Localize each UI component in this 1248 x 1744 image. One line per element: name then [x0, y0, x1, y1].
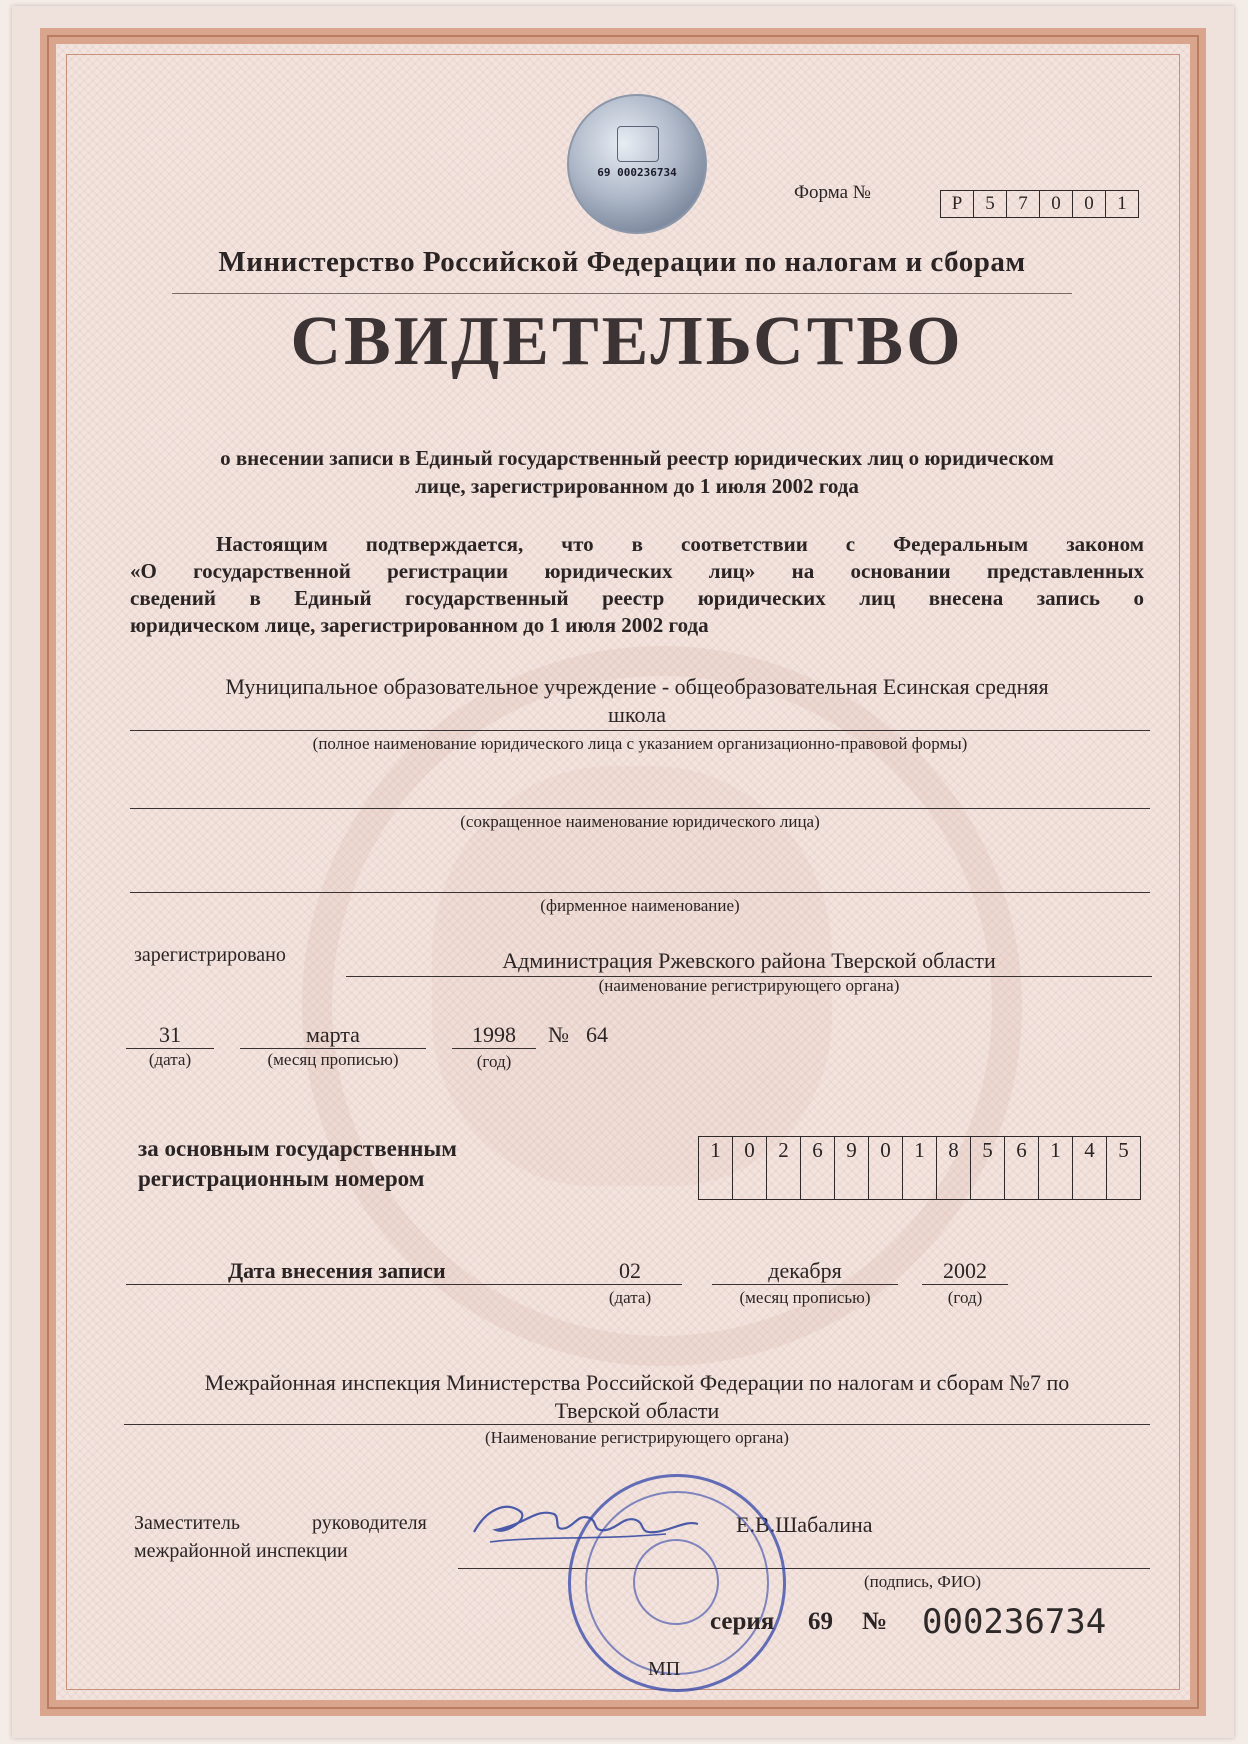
ogrn-label-line-1: за основным государственным [138, 1136, 457, 1161]
signature-caption: (подпись, ФИО) [864, 1572, 982, 1591]
series-number: 000236734 [922, 1602, 1107, 1642]
intro-line-4: юридическом лице, зарегистрированном до 1 июля 2002 года [130, 613, 709, 637]
form-code-box-4: 0 [1040, 191, 1073, 217]
signatory-role-word-1: Заместитель [134, 1512, 240, 1534]
short-name-caption: (сокращенное наименование юридического лица) [460, 812, 820, 831]
entity-full-name-line-1: Муниципальное образовательное учреждение - общеобразовательная Есинская средняя [225, 674, 1049, 699]
form-code-box-2: 5 [974, 191, 1007, 217]
record-year: 2002 [943, 1258, 987, 1283]
hologram-seal [567, 94, 707, 234]
ogrn-digit-box-12: 4 [1073, 1137, 1107, 1199]
intro-line-1: Настоящим подтверждается, что в соответствии с Федеральным законом [216, 532, 1144, 556]
ogrn-digit-box-6: 0 [869, 1137, 903, 1199]
registered-label: зарегистрировано [134, 944, 286, 966]
registration-day-caption: (дата) [148, 1050, 192, 1069]
entity-full-name-line-2: школа [608, 702, 666, 727]
record-month-caption: (месяц прописью) [739, 1288, 871, 1307]
record-month: декабря [768, 1258, 842, 1283]
inspection-caption: (Наименование регистрирующего органа) [485, 1428, 789, 1447]
emblem-icon [617, 126, 659, 162]
record-year-caption: (год) [947, 1288, 983, 1307]
stamp-place-label: МП [648, 1658, 681, 1680]
form-code-boxes [940, 190, 1139, 218]
ogrn-digit-box-2: 0 [733, 1137, 767, 1199]
ogrn-digit-box-7: 1 [903, 1137, 937, 1199]
ogrn-label-line-2: регистрационным номером [138, 1166, 425, 1191]
ogrn-digit-box-11: 1 [1039, 1137, 1073, 1199]
ogrn-digit-box-13: 5 [1118, 1138, 1129, 1162]
signatory-role-line-2: межрайонной инспекции [134, 1540, 348, 1562]
registration-month: марта [306, 1022, 360, 1047]
series-label: серия [710, 1608, 775, 1635]
ogrn-digit-box-4: 6 [801, 1137, 835, 1199]
record-day-caption: (дата) [608, 1288, 652, 1307]
record-day: 02 [619, 1258, 641, 1283]
inspection-line-1: Межрайонная инспекция Министерства Российской Федерации по налогам и сборам №7 по [204, 1370, 1070, 1395]
document-title: СВИДЕТЕЛЬСТВО [290, 303, 964, 380]
record-date-label: Дата внесения записи [228, 1258, 446, 1283]
subtitle-line-1: о внесении записи в Единый государственный реестр юридических лиц о юридическом [220, 446, 1054, 470]
certificate-sheet [12, 6, 1234, 1738]
ministry-name: Министерство Российской Федерации по налогам и сборам [218, 246, 1026, 278]
form-code-box-6: 1 [1117, 193, 1127, 214]
registering-authority-caption: (наименование регистрирующего органа) [598, 976, 900, 995]
ogrn-digit-box-5: 9 [835, 1137, 869, 1199]
intro-line-3: сведений в Единый государственный реестр юридических лиц внесена запись о [130, 586, 1144, 610]
ogrn-digit-boxes [698, 1136, 1141, 1200]
ogrn-digit-box-8: 8 [937, 1137, 971, 1199]
signatory-name: Е.В.Шабалина [736, 1512, 873, 1537]
registration-year-caption: (год) [476, 1052, 512, 1071]
ogrn-digit-box-10: 6 [1005, 1137, 1039, 1199]
registration-number-label: № [548, 1022, 569, 1047]
subtitle-line-2: лице, зарегистрированном до 1 июля 2002 года [415, 474, 859, 498]
form-code-box-3: 7 [1007, 191, 1040, 217]
series-value: 69 [808, 1608, 833, 1635]
registration-year: 1998 [472, 1022, 516, 1047]
intro-line-2: «О государственной регистрации юридических лиц» на основании представленных [130, 559, 1144, 583]
inspection-line-2: Тверской области [554, 1398, 720, 1423]
series-number-label: № [862, 1608, 888, 1635]
brand-name-caption: (фирменное наименование) [540, 896, 740, 915]
registration-number: 64 [586, 1022, 608, 1047]
form-label: Форма № [794, 182, 871, 203]
ogrn-digit-box-1: 1 [699, 1137, 733, 1199]
registration-month-caption: (месяц прописью) [267, 1050, 399, 1069]
ogrn-digit-box-9: 5 [971, 1137, 1005, 1199]
signatory-role-word-2: руководителя [312, 1512, 427, 1534]
form-code-box-1: Р [941, 191, 974, 217]
form-code-box-5: 0 [1073, 191, 1106, 217]
ogrn-digit-box-3: 2 [767, 1137, 801, 1199]
hologram-number: 69 000236734 [597, 166, 677, 179]
registration-day: 31 [159, 1022, 181, 1047]
registering-authority: Администрация Ржевского района Тверской области [502, 948, 996, 973]
full-name-caption: (полное наименование юридического лица с указанием организационно-правовой формы) [312, 734, 968, 753]
